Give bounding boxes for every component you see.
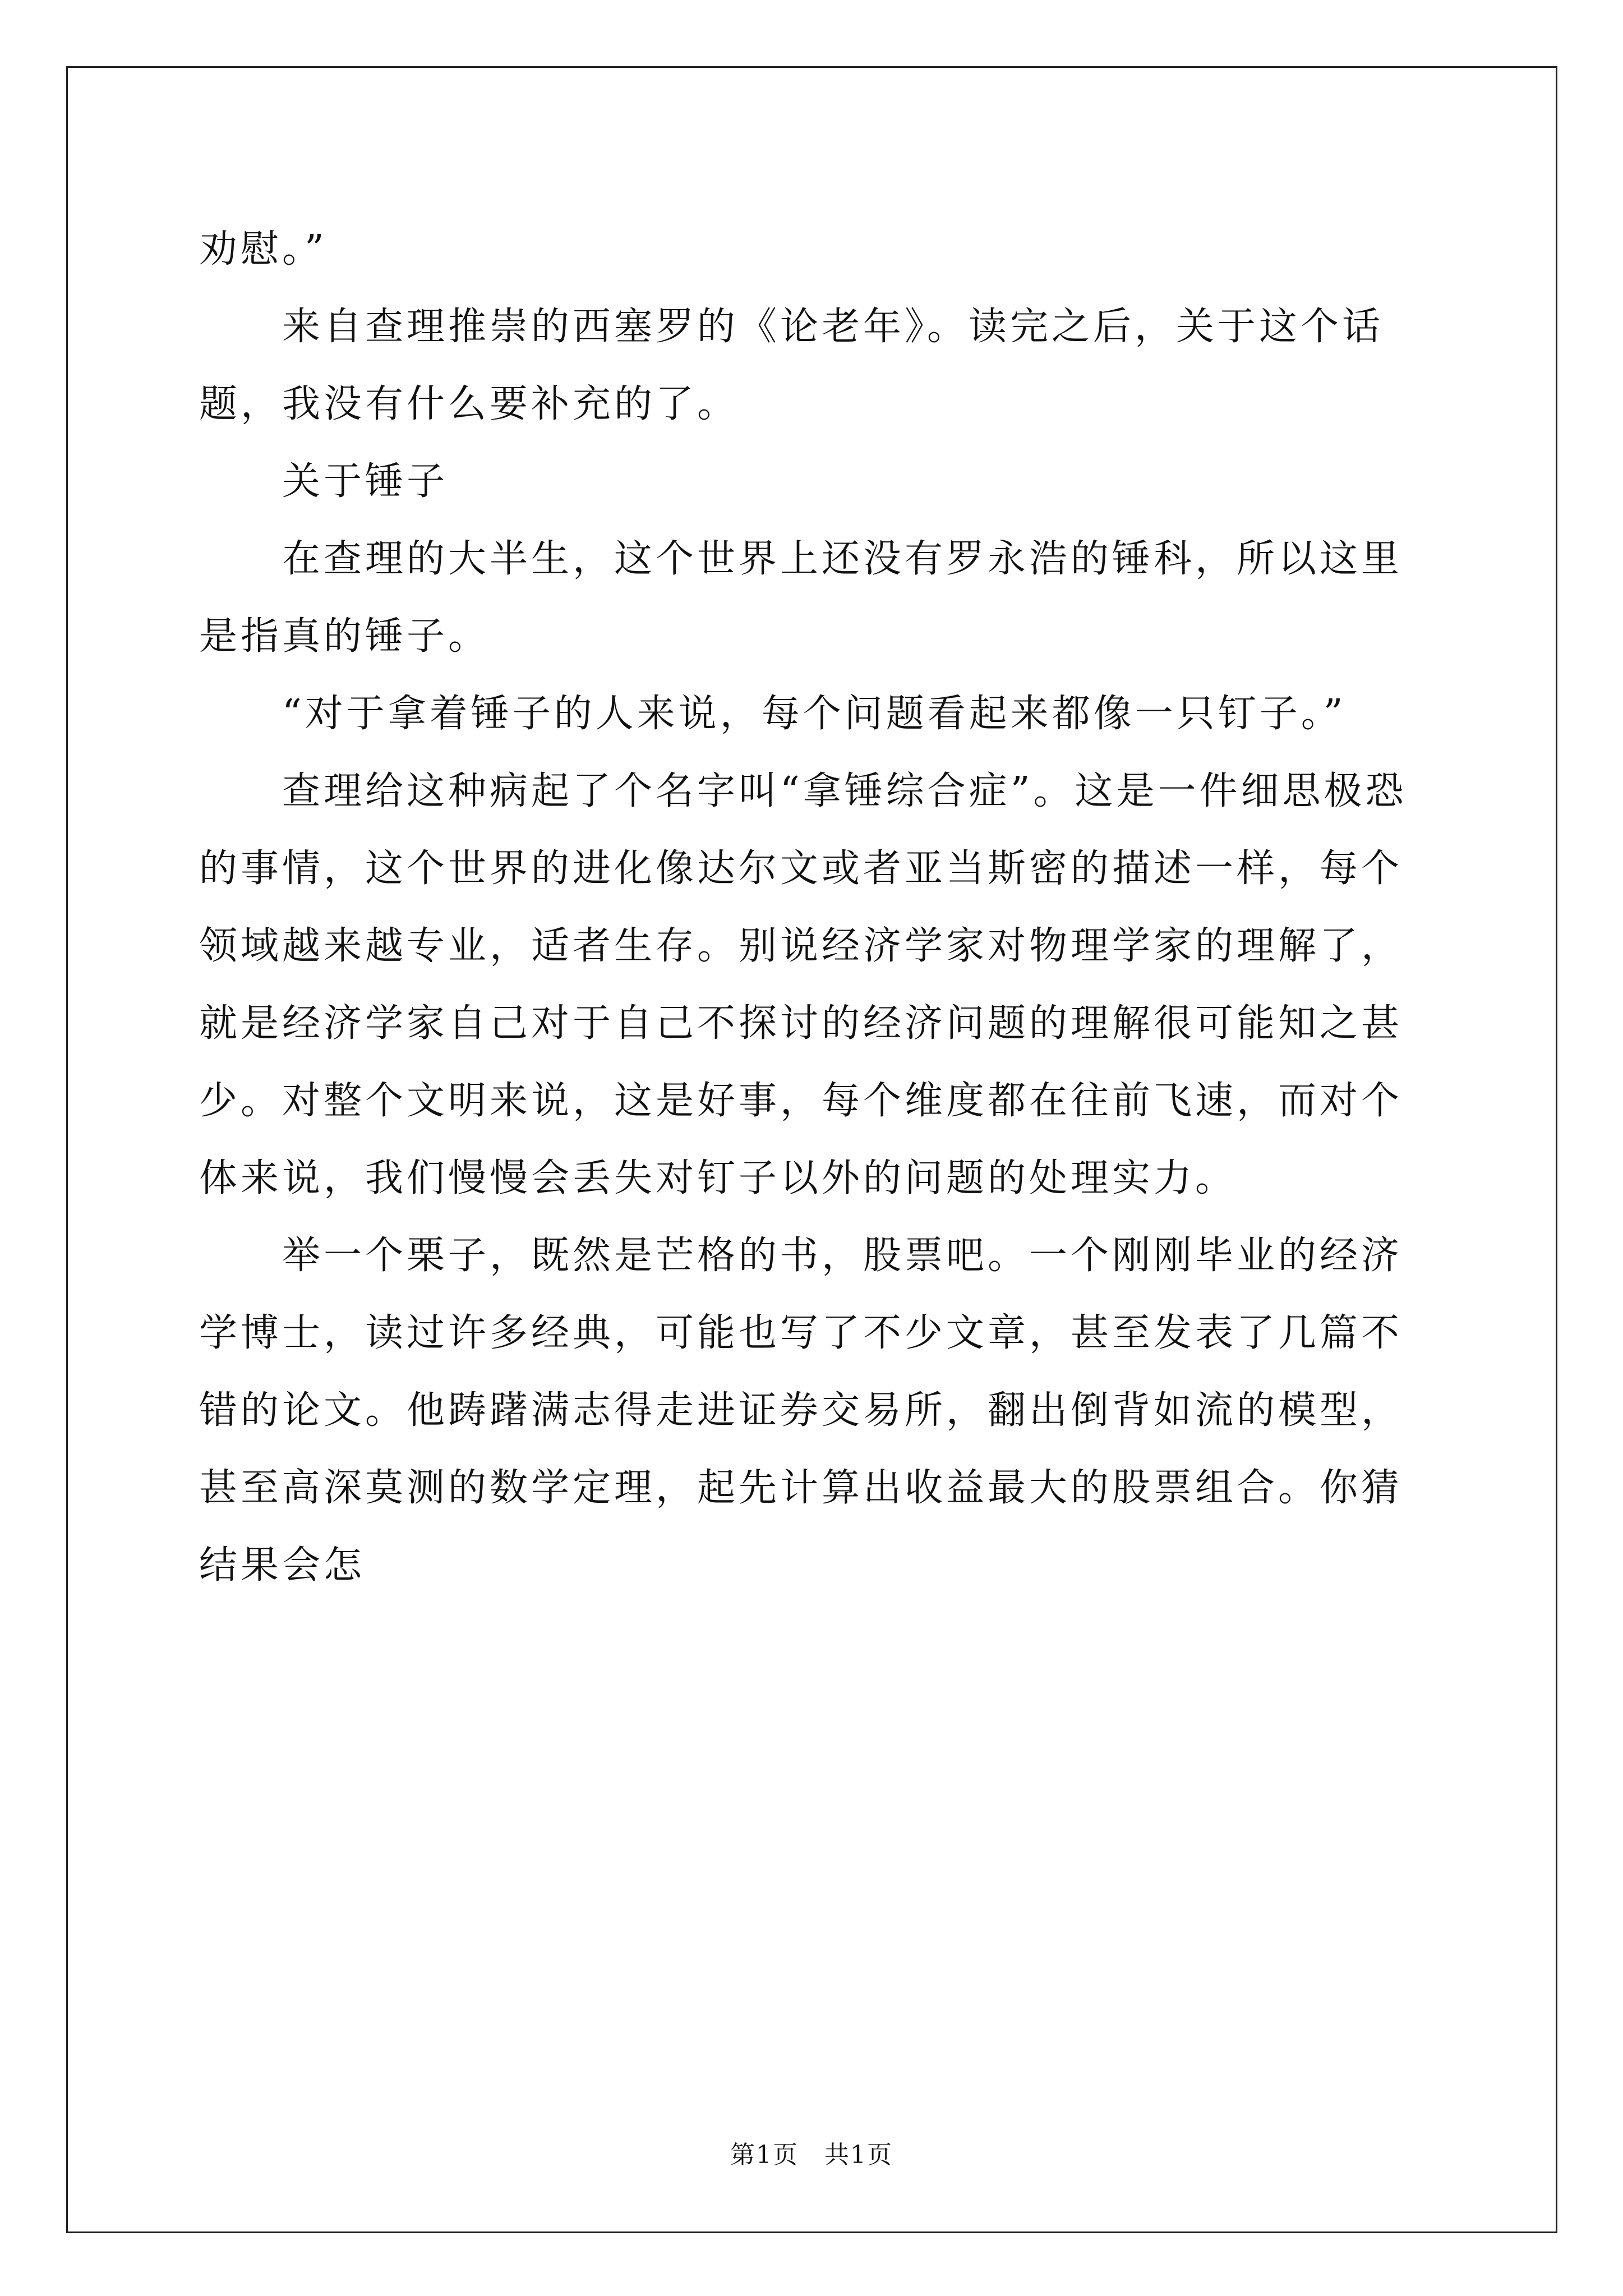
- paragraph-5: 举一个栗子，既然是芒格的书，股票吧。一个刚刚毕业的经济学博士，读过许多经典，可能也写了不少文章，甚至发表了几篇不错的论文。他踌躇满志得走进证券交易所，翻出倒背如流的模型，甚至高深莫测的数学定理，起先计算出收益最大的股票组合。你猜结果会怎: [199, 1234, 1403, 1588]
- document-body: [199, 211, 1433, 1604]
- paragraph-3: 在查理的大半生，这个世界上还没有罗永浩的锤科，所以这里是指真的锤子。: [199, 537, 1403, 659]
- section-heading-hammer: 关于锤子: [282, 459, 449, 504]
- page-number-footer: 第1页 共1页: [730, 2141, 893, 2169]
- quote-paragraph: “对于拿着锤子的人来说，每个问题看起来都像一只钉子。”: [282, 692, 1347, 736]
- paragraph-1: 劝慰。”: [199, 227, 328, 272]
- paragraph-2: 来自查理推崇的西塞罗的《论老年》。读完之后，关于这个话题，我没有什么要补充的了。: [199, 305, 1384, 426]
- paragraph-4: 查理给这种病起了个名字叫“拿锤综合症”。这是一件细思极恐的事情，这个世界的进化像达尔文或者亚当斯密的描述一样，每个领域越来越专业，适者生存。别说经济学家对物理学家的理解了，就是经济学家自己对于自己不探讨的经济问题的理解很可能知之甚少。对整个文明来说，这是好事，每个维度都在往前飞速，而对个体来说，我们慢慢会丢失对钉子以外的问题的处理实力。: [199, 769, 1407, 1200]
